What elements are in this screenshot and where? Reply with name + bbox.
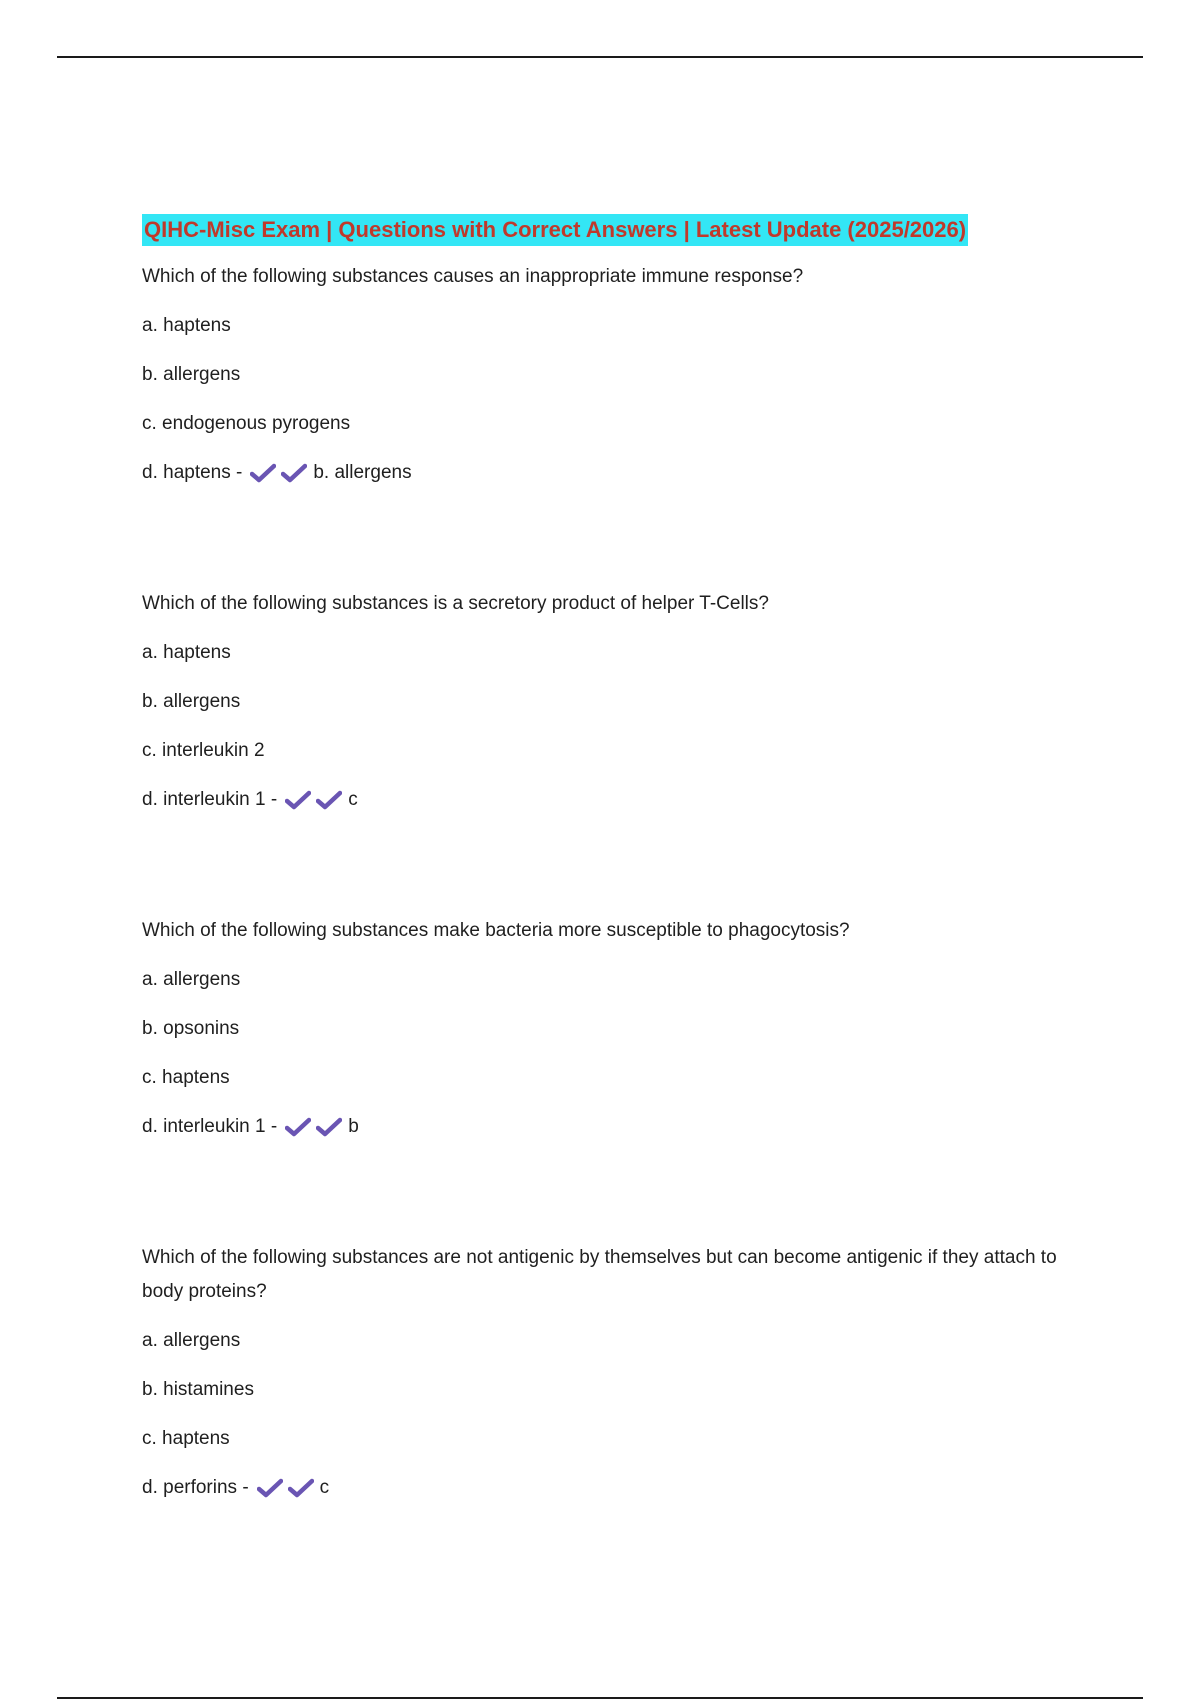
question-prompt: Which of the following substances causes an inappropriate immune response? xyxy=(142,266,804,287)
answer-line xyxy=(142,1110,1062,1144)
option-b: b. allergens xyxy=(142,691,241,712)
check-icon xyxy=(316,790,342,810)
option-b: b. opsonins xyxy=(142,1018,240,1039)
top-rule xyxy=(57,56,1143,58)
option-b: b. allergens xyxy=(142,364,241,385)
document-title: QIHC-Misc Exam | Questions with Correct Answers | Latest Update (2025/2026) xyxy=(142,214,968,246)
double-check-icons xyxy=(257,1478,314,1498)
question-block-1 xyxy=(142,260,1062,490)
question-block-2 xyxy=(142,587,1062,817)
check-icon xyxy=(281,463,307,483)
option-c: c. haptens xyxy=(142,1067,230,1088)
question-prompt: Which of the following substances are not antigenic by themselves but can become antigenic if they attach to body proteins? xyxy=(142,1247,1057,1302)
check-icon xyxy=(285,1117,311,1137)
option-c: c. haptens xyxy=(142,1428,230,1449)
question-prompt: Which of the following substances make bacteria more susceptible to phagocytosis? xyxy=(142,920,850,941)
answer-line xyxy=(142,1471,1062,1505)
document-body xyxy=(142,214,1062,1505)
correct-answer: c xyxy=(348,789,358,810)
option-a: a. allergens xyxy=(142,969,241,990)
option-b: b. histamines xyxy=(142,1379,254,1400)
option-d: d. interleukin 1 - xyxy=(142,789,278,810)
check-icon xyxy=(285,790,311,810)
double-check-icons xyxy=(285,1117,342,1137)
correct-answer: b xyxy=(348,1116,359,1137)
correct-answer: b. allergens xyxy=(313,462,412,483)
check-icon xyxy=(288,1478,314,1498)
question-block-3 xyxy=(142,914,1062,1144)
correct-answer: c xyxy=(319,1477,330,1498)
double-check-icons xyxy=(285,790,342,810)
answer-line xyxy=(142,456,1062,490)
check-icon xyxy=(250,463,276,483)
option-a: a. haptens xyxy=(142,642,231,663)
double-check-icons xyxy=(250,463,307,483)
check-icon xyxy=(316,1117,342,1137)
question-block-4 xyxy=(142,1241,1062,1505)
bottom-rule xyxy=(57,1697,1143,1699)
answer-line xyxy=(142,783,1062,817)
option-d: d. interleukin 1 - xyxy=(142,1116,278,1137)
option-d: d. haptens - xyxy=(142,462,243,483)
option-c: c. interleukin 2 xyxy=(142,740,265,761)
option-a: a. haptens xyxy=(142,315,231,336)
check-icon xyxy=(257,1478,283,1498)
option-c: c. endogenous pyrogens xyxy=(142,413,351,434)
option-a: a. allergens xyxy=(142,1330,241,1351)
option-d: d. perforins - xyxy=(142,1477,249,1498)
question-prompt: Which of the following substances is a secretory product of helper T-Cells? xyxy=(142,593,769,614)
